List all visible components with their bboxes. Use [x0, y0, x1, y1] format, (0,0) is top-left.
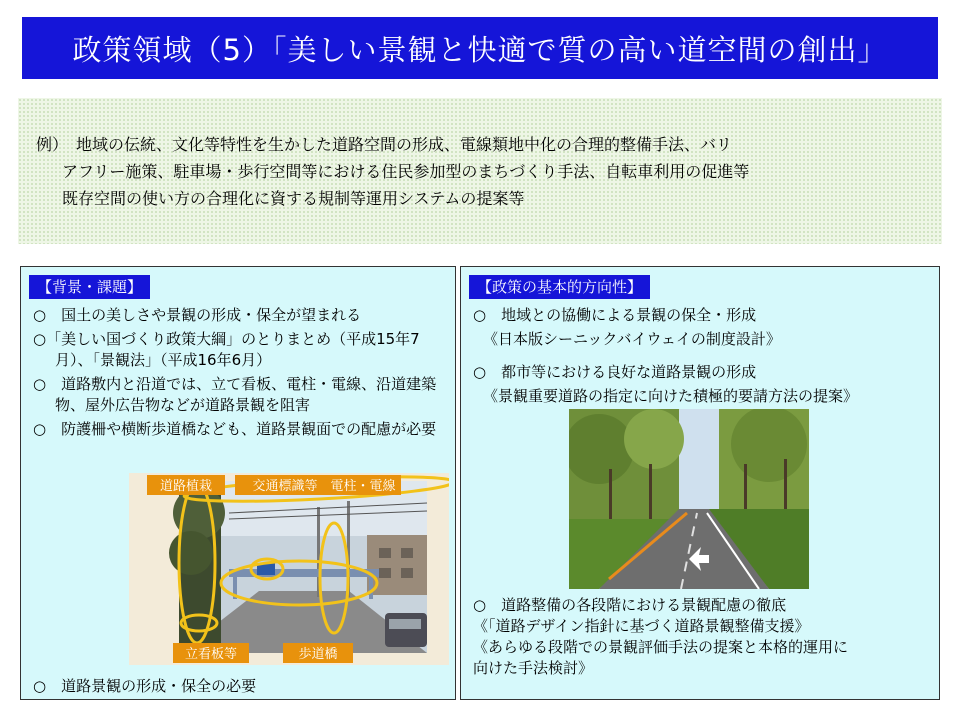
list-sub-item: 《「道路デザイン指針に基づく道路景観整備支援》 — [473, 617, 810, 635]
background-issues-heading: 【背景・課題】 — [29, 275, 150, 299]
policy-direction-list — [473, 305, 933, 409]
street-landscape-photo — [129, 473, 449, 665]
example-line-1: 例） 地域の伝統、文化等特性を生かした道路空間の形成、電線類地中化の合理的整備手法、バリ — [36, 135, 733, 154]
list-item-last: ○ 道路景観の形成・保全の必要 — [33, 677, 257, 695]
street-landscape-illustration — [129, 473, 449, 665]
road-photo — [569, 409, 809, 589]
label-signs: 交通標識等 — [252, 479, 318, 494]
policy-direction-heading: 【政策の基本的方向性】 — [469, 275, 650, 299]
list-item: ○ 道路整備の各段階における景観配慮の徹底 — [473, 596, 787, 614]
example-box — [18, 98, 942, 244]
label-trees: 道路植栽 — [159, 479, 213, 494]
policy-direction-panel — [460, 266, 940, 700]
slide-title — [22, 17, 938, 79]
list-item: ○ 国土の美しさや景観の形成・保全が望まれる — [33, 306, 362, 324]
list-sub-item: 《日本版シーニックバイウェイの制度設計》 — [483, 330, 781, 348]
label-bridge: 歩道橋 — [298, 647, 338, 662]
example-line-3: 既存空間の使い方の合理化に資する規制等運用システムの提案等 — [62, 189, 525, 208]
list-item: ○ 地域との協働による景観の保全・形成 — [473, 306, 757, 324]
list-item: ○「美しい国づくり政策大綱」のとりまとめ（平成15年7月）、「景観法」（平成16年6月） — [33, 330, 420, 369]
policy-direction-list-2 — [473, 595, 933, 679]
background-issues-list — [33, 305, 449, 443]
list-sub-item: 《景観重要道路の指定に向けた積極的要請方法の提案》 — [483, 387, 859, 405]
label-signboard: 立看板等 — [184, 647, 238, 662]
list-sub-item-continued: 向けた手法検討》 — [473, 659, 594, 677]
list-sub-item: 《あらゆる段階での景観評価手法の提案と本格的運用に — [473, 638, 849, 656]
list-item: ○ 防護柵や横断歩道橋なども、道路景観面での配慮が必要 — [33, 420, 437, 438]
slide-title-text: 政策領域（5）「美しい景観と快適で質の高い道空間の創出」 — [72, 32, 888, 67]
list-item: ○ 道路敷内と沿道では、立て看板、電柱・電線、沿道建築物、屋外広告物などが道路景観を阻害 — [33, 375, 437, 414]
background-issues-panel — [20, 266, 456, 700]
list-item: ○ 都市等における良好な道路景観の形成 — [473, 363, 757, 381]
label-poles: 電柱・電線 — [330, 479, 396, 494]
road-illustration — [569, 409, 809, 589]
example-line-2: アフリー施策、駐車場・歩行空間等における住民参加型のまちづくり手法、自転車利用の促進等 — [62, 162, 750, 181]
